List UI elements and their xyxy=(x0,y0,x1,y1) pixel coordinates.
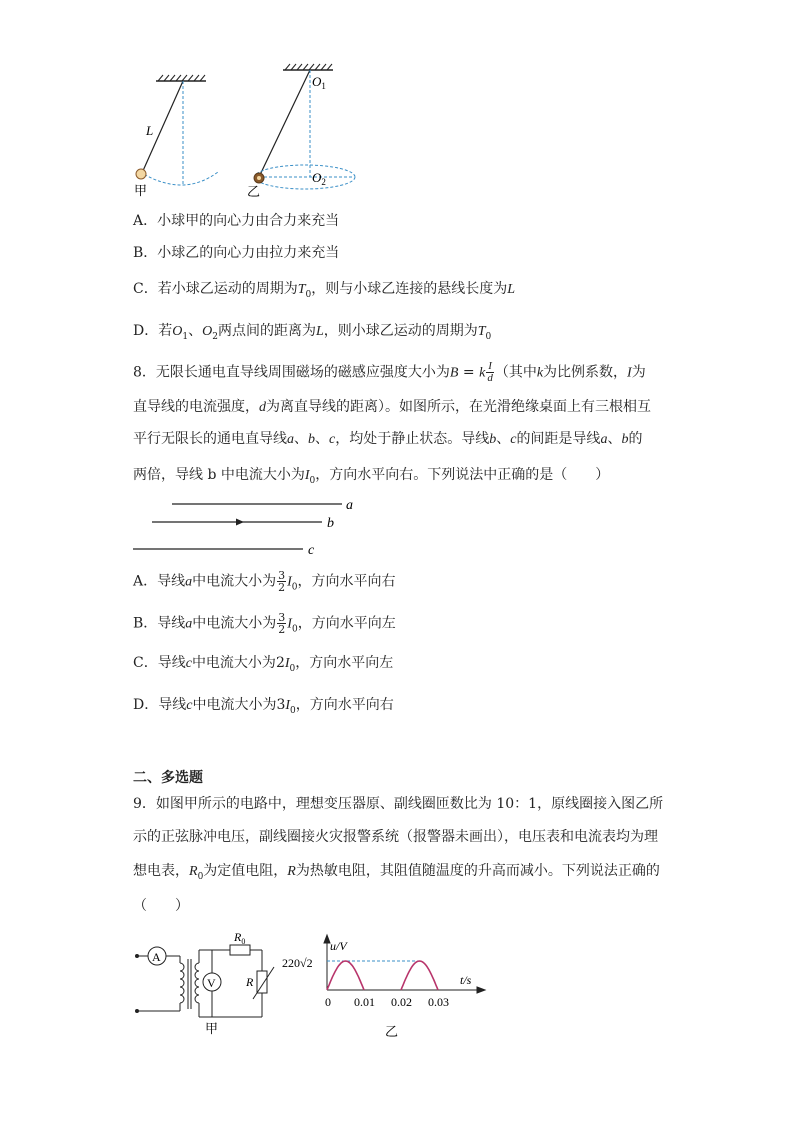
q9-stem-line-4: （ ） xyxy=(133,898,189,914)
section-heading: 二、多选题 xyxy=(133,770,203,786)
pendulum-yi-figure xyxy=(247,64,355,199)
voltage-pulse-1 xyxy=(327,961,364,990)
formula-fraction: $\frac{I}{d}$ xyxy=(487,360,493,384)
r-label: R xyxy=(246,975,254,989)
graph-caption: 乙 xyxy=(385,1024,399,1039)
q7-option-c[interactable]: C．若小球乙运动的周期为$T_0$，则与小球乙连接的悬线长度为L xyxy=(133,281,516,300)
q8-option-d[interactable]: D．导线c中电流大小为$3I_0$，方向水平向右 xyxy=(133,697,394,716)
graph-tick-label: 0.02 xyxy=(391,995,412,1009)
pendulum-jia-figure xyxy=(134,75,218,198)
circuit-caption: 甲 xyxy=(205,1021,219,1036)
graph-tick-label: 0.01 xyxy=(354,995,375,1009)
q7-option-d[interactable]: D．若$O_1$、$O_2$两点间的距离为L，则小球乙运动的周期为$T_0$ xyxy=(133,323,492,342)
q8-option-a[interactable]: A．导线a中电流大小为 $\frac{3}{2}$ $I_0$，方向水平向右 xyxy=(133,569,396,594)
q8-stem-line-3: 平行无限长的通电直导线a、b、c，均处于静止状态。导线b、c的间距是导线a、b的 xyxy=(133,431,643,447)
q8-option-c[interactable]: C．导线c中电流大小为$2I_0$，方向水平向左 xyxy=(133,655,394,674)
q8-stem-line-4: 两倍，导线 b 中电流大小为$I_0$，方向水平向右。下列说法中正确的是（ ） xyxy=(133,467,610,486)
o2-label: $O_2$ xyxy=(312,170,326,187)
graph-xlabel: t/s xyxy=(460,973,472,987)
q8-stem-line-1: 8．无限长通电直导线周围磁场的磁感应强度大小为B = k $\frac{I}{d}$ （其中k为比例系数，I为 xyxy=(133,360,646,384)
q7-option-b[interactable]: B．小球乙的向心力由拉力来充当 xyxy=(133,245,340,261)
voltage-pulse-2 xyxy=(401,961,438,990)
current-arrow-icon xyxy=(236,519,244,526)
caption-jia: 甲 xyxy=(134,183,148,198)
graph-origin-label: 0 xyxy=(325,995,331,1009)
q9-stem-line-3: 想电表，$R_0$为定值电阻，R为热敏电阻，其阻值随温度的升高而减小。下列说法正确的 xyxy=(133,863,660,882)
wire-b-label: b xyxy=(327,516,334,531)
q8-option-b[interactable]: B．导线a中电流大小为 $\frac{3}{2}$ $I_0$，方向水平向左 xyxy=(133,611,396,636)
q9-stem-line-2: 示的正弦脉冲电压，副线圈接火灾报警系统（报警器未画出），电压表和电流表均为理 xyxy=(133,829,658,845)
graph-tick-label: 0.03 xyxy=(428,995,449,1009)
o1-label: $O_1$ xyxy=(312,74,326,91)
q8-stem-line-2: 直导线的电流强度，d为离直导线的距离）。如图所示，在光滑绝缘桌面上有三根相互 xyxy=(133,399,651,415)
wires-figure xyxy=(0,490,794,560)
length-label: L xyxy=(146,123,154,138)
q7-figures xyxy=(0,0,794,210)
q9-stem-line-1: 9．如图甲所示的电路中，理想变压器原、副线圈匝数比为 10：1，原线圈接入图乙所 xyxy=(133,796,664,812)
wire-c-label: c xyxy=(308,543,315,558)
r0-label: $R_0$ xyxy=(234,930,246,946)
voltage-graph xyxy=(280,930,500,1045)
ammeter-label: A xyxy=(152,950,161,964)
graph-ylabel: u/V xyxy=(330,939,347,953)
q7-option-a[interactable]: A．小球甲的向心力由合力来充当 xyxy=(133,213,340,229)
wire-a-label: a xyxy=(346,498,353,513)
caption-yi: 乙 xyxy=(247,184,261,199)
voltmeter-label: V xyxy=(207,976,216,990)
circuit-figure xyxy=(0,925,310,1045)
graph-peak-label: 220√2 xyxy=(282,956,313,970)
